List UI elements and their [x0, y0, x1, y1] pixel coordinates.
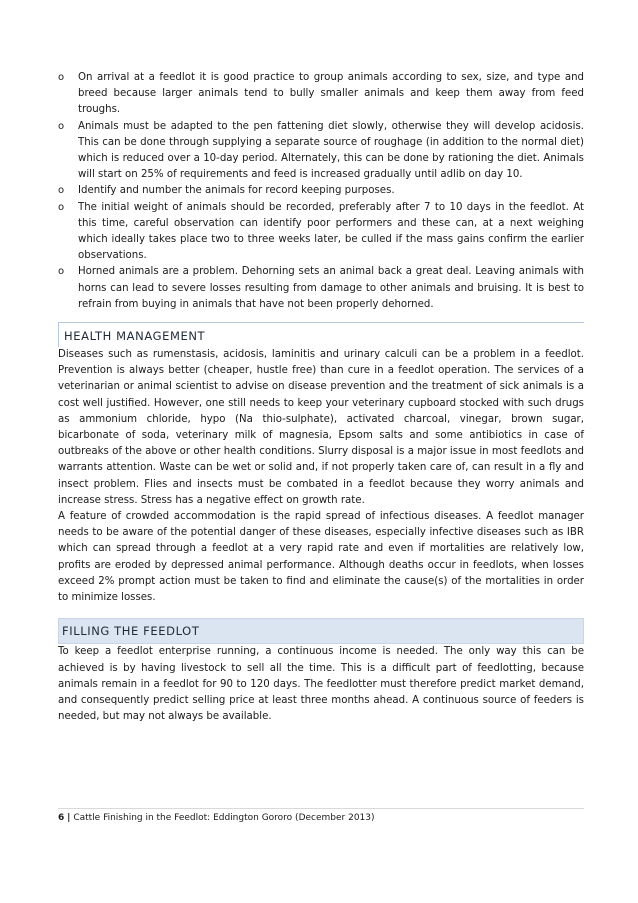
bullet-marker: o — [58, 120, 65, 132]
bullet-item — [58, 70, 584, 119]
bullet-list — [58, 70, 584, 313]
bullet-marker: o — [58, 266, 65, 278]
bullet-item — [58, 183, 584, 199]
bullet-text: Animals must be adapted to the pen fattening diet slowly, otherwise they will develop acidosis. This can be done through supplying a separate source of roughage (in addition to the normal diet) which is reduced over a 10-day period. Alternately, this can be done by rationing the diet. Animals will start on 25% of requirements and feed is increased gradually until adlib on day 10. — [78, 120, 584, 181]
bullet-item — [58, 119, 584, 184]
page-content — [58, 70, 584, 725]
page-footer — [58, 808, 584, 823]
bullet-marker: o — [58, 185, 65, 197]
bullet-text: Identify and number the animals for record keeping purposes. — [78, 185, 395, 197]
page-number: 6 — [58, 813, 65, 823]
bullet-marker: o — [58, 201, 65, 213]
footer-separator: | — [67, 813, 71, 823]
health-paragraph-2: A feature of crowded accommodation is the rapid spread of infectious diseases. A feedlot manager needs to be aware of the potential danger of these diseases, especially infective diseases such as IBR which can spread through a feedlot at a very rapid rate and even if mortalities are relatively low, profits are eroded by depressed animal performance. Although deaths occur in feedlots, when losses exceed 2% prompt action must be taken to find and eliminate the cause(s) of the mortalities in order to minimize losses. — [58, 511, 584, 604]
section-heading-filling: FILLING THE FEEDLOT — [58, 618, 584, 644]
filling-paragraph-1: To keep a feedlot enterprise running, a continuous income is needed. The only way this can be achieved is by having livestock to sell all the time. This is a difficult part of feedlotting, because animals remain in a feedlot for 90 to 120 days. The feedlotter must therefore predict market demand, and consequently predict selling price at least three months ahead. A continuous source of feeders is needed, but may not always be available. — [58, 646, 584, 723]
bullet-item — [58, 264, 584, 313]
section-heading-health: HEALTH MANAGEMENT — [58, 322, 584, 347]
bullet-text: Horned animals are a problem. Dehorning sets an animal back a great deal. Leaving animals with horns can lead to severe losses resulting from damage to other animals and bruising. It is best to refrain from buying in animals that have not been properly dehorned. — [78, 266, 584, 310]
bullet-item — [58, 200, 584, 265]
bullet-marker: o — [58, 72, 65, 83]
health-paragraph-1: Diseases such as rumenstasis, acidosis, laminitis and urinary calculi can be a problem in a feedlot. Prevention is always better (cheaper, hustle free) than cure in a feedlot operation. The services of a veterinarian or animal scientist to advise on disease prevention and the treatment of sick animals is a cost well justified. However, one still needs to keep your veterinary cupboard stocked with such drugs as ammonium chloride, hypo (Na thio-sulphate), activated charcoal, vinegar, brown sugar, bicarbonate of soda, veterinary milk of magnesia, Epsom salts and some antibiotics in case of outbreaks of the above or other health conditions. Slurry disposal is a major issue in most feedlots and warrants attention. Waste can be wet or solid and, if not properly taken care of, can result in a fly and insect problem. Flies and insects must be combated in a feedlot because they worry animals and increase stress. Stress has a negative effect on growth rate. — [58, 349, 584, 506]
bullet-text: The initial weight of animals should be recorded, preferably after 7 to 10 days in the feedlot. At this time, careful observation can identify poor performers and these can, at a next weighing which ideally takes place two to three weeks later, be culled if the mass gains confirm the earlier observations. — [78, 201, 584, 262]
bullet-text: On arrival at a feedlot it is good practice to group animals according to sex, size, and type and breed because larger animals tend to bully smaller animals and keep them away from feed troughs. — [78, 72, 584, 116]
footer-text: Cattle Finishing in the Feedlot: Eddington Gororo (December 2013) — [73, 813, 375, 823]
